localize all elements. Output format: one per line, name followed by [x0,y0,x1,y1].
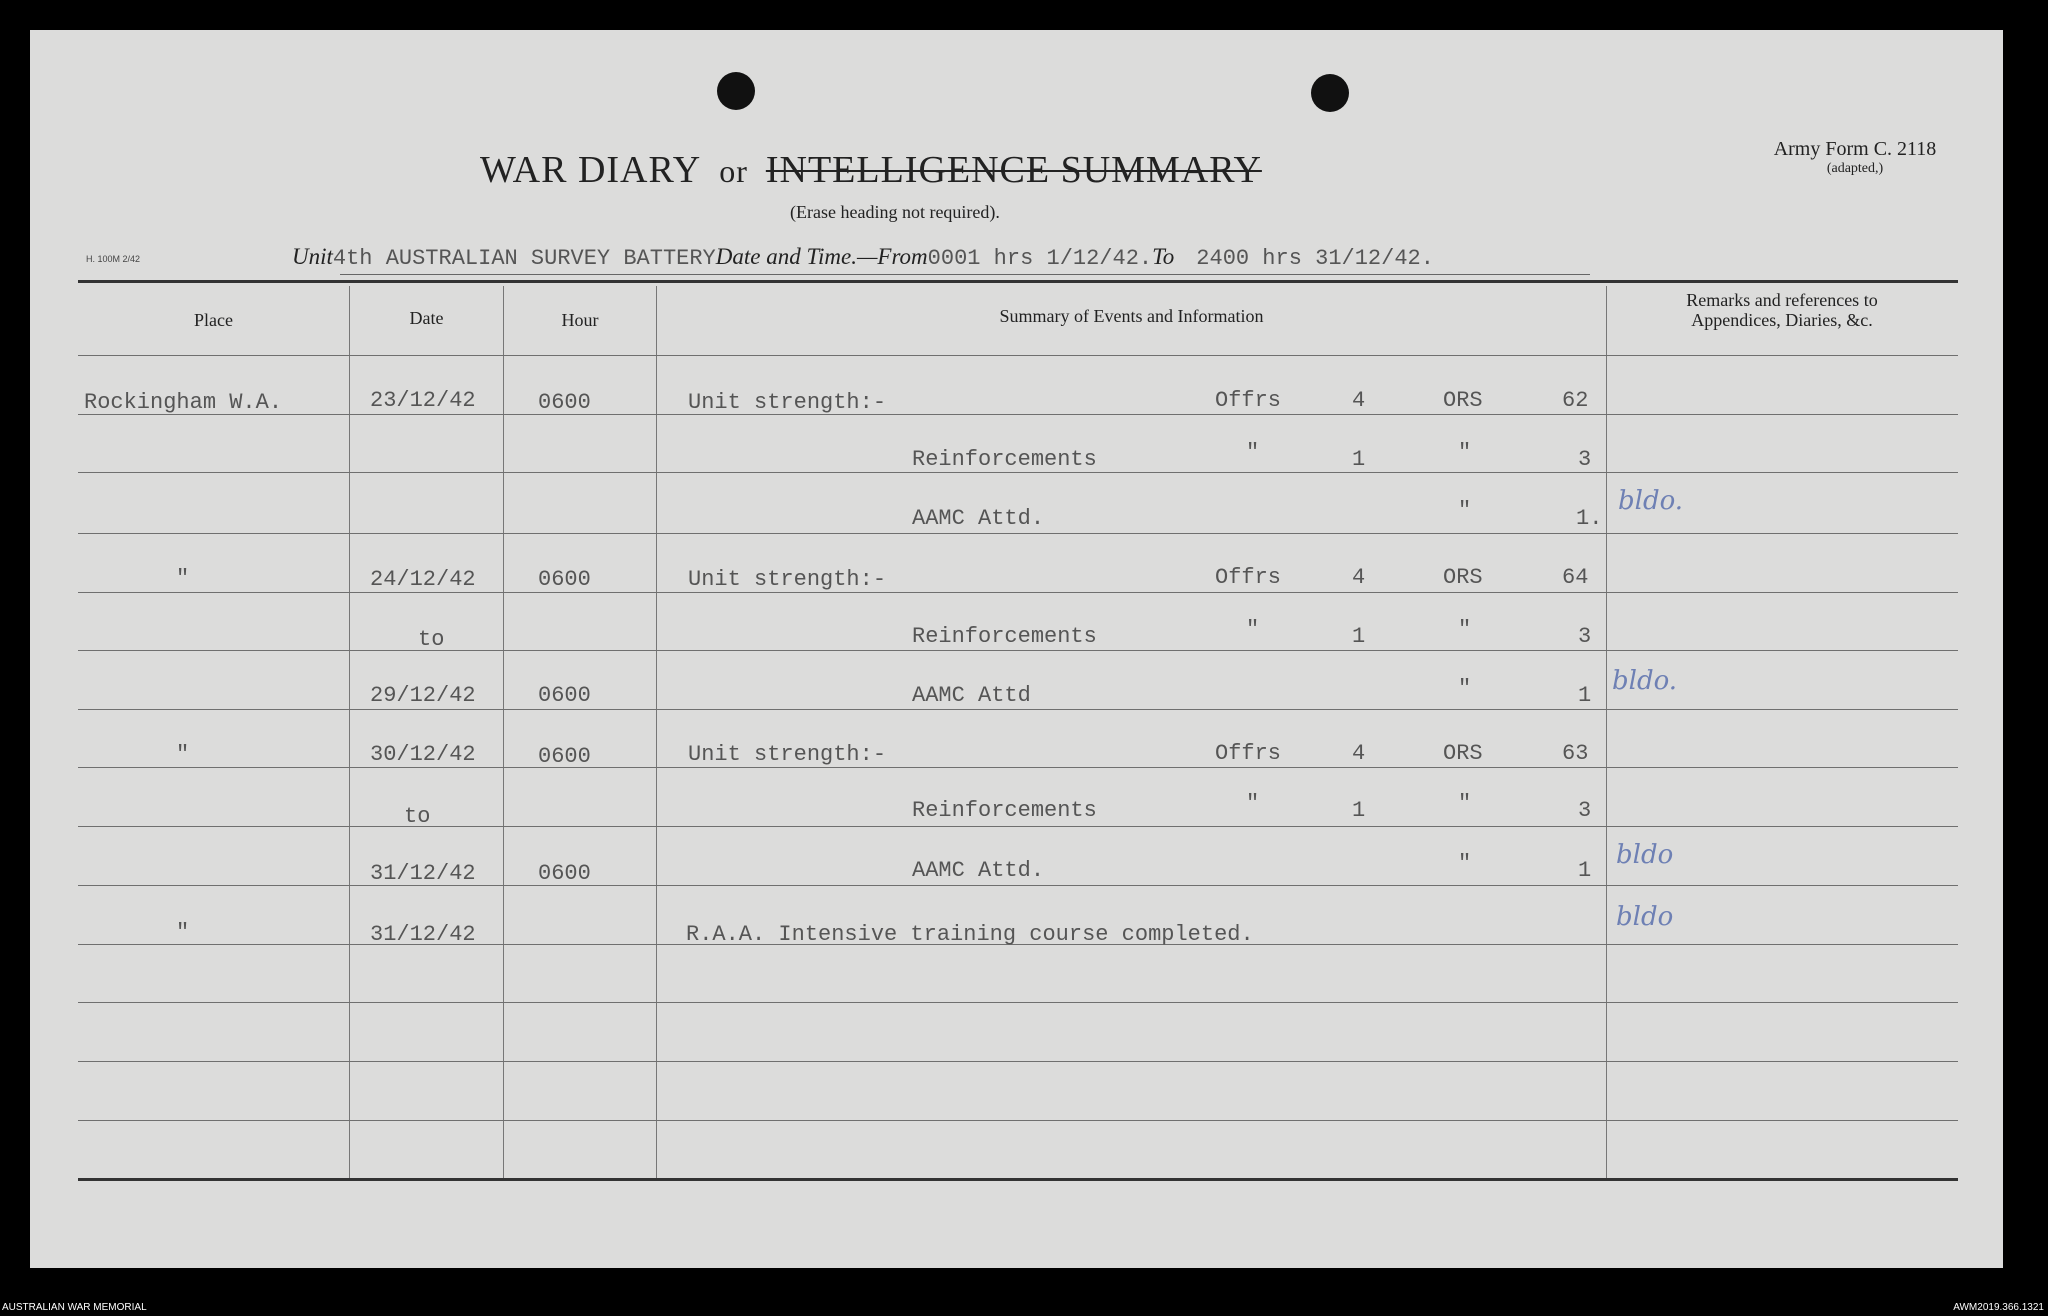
cell-hour: 0600 [538,390,591,415]
cell-officers-label: Offrs [1215,565,1282,590]
title-struck: INTELLIGENCE SUMMARY [765,149,1262,191]
cell-place: " [176,566,190,591]
cell-detail: Reinforcements [912,624,1097,649]
cell-ors-label: ORS [1443,565,1483,590]
cell-officers: 4 [1352,565,1366,590]
print-code: H. 100M 2/42 [86,254,141,264]
cell-date: 30/12/42 [370,742,476,767]
cell-officers-label: " [1246,791,1260,816]
cell-place: " [176,742,190,767]
cell-ors-label: " [1458,498,1472,523]
cell-ors-label: " [1458,791,1472,816]
column-header-remarks: Remarks and references to Appendices, Diaries, &c. [1686,290,1878,330]
cell-ors: 64 [1562,565,1589,590]
cell-detail: AAMC Attd [912,683,1031,708]
cell-detail: AAMC Attd. [912,858,1045,883]
page-title [480,148,1262,192]
cell-detail: Reinforcements [912,447,1097,472]
row-line [78,885,1958,886]
to-label: To [1152,244,1175,269]
cell-ors-label: " [1458,676,1472,701]
column-header-hour: Hour [561,310,599,330]
title-or: or [719,153,748,189]
column-divider [1606,286,1607,1178]
cell-ors: 3 [1578,798,1592,823]
cell-officers: 1 [1352,447,1366,472]
army-form-number [1765,138,1945,177]
handwritten-initials: bldo [1616,902,1674,932]
cell-officers-label: Offrs [1215,388,1282,413]
row-line [78,355,1958,356]
cell-date: 23/12/42 [370,388,476,413]
unit-line [292,244,1434,271]
from-value: 0001 hrs 1/12/42. [927,246,1153,271]
unit-value: 4th AUSTRALIAN SURVEY BATTERY [332,246,716,271]
cell-summary: Unit strength:- [688,742,887,767]
unit-label: Unit [292,244,333,269]
column-divider [503,286,504,1178]
cell-officers: 1 [1352,798,1366,823]
title-war-diary: WAR DIARY [480,149,702,191]
cell-officers-label: " [1246,617,1260,642]
cell-summary: Unit strength:- [688,390,887,415]
diary-sheet [30,30,2003,1268]
column-header-date: Date [409,308,444,328]
row-line [78,1061,1958,1062]
subtitle: (Erase heading not required). [790,202,1000,222]
archive-reference: AWM2019.366.1321 [1953,1302,2044,1313]
army-form-label: Army Form C. 2118 [1773,138,1937,160]
to-value: 2400 hrs 31/12/42. [1196,246,1434,271]
column-divider [656,286,657,1178]
cell-officers: 4 [1352,741,1366,766]
cell-date: 31/12/42 [370,861,476,886]
cell-ors: 3 [1578,624,1592,649]
column-header-place: Place [194,310,233,330]
cell-detail: Reinforcements [912,798,1097,823]
cell-summary: Unit strength:- [688,567,887,592]
row-line [78,533,1958,534]
row-line [78,592,1958,593]
cell-summary: R.A.A. Intensive training course completed. [686,922,1254,947]
cell-officers-label: Offrs [1215,741,1282,766]
cell-date: 31/12/42 [370,922,476,947]
cell-hour: 0600 [538,567,591,592]
cell-ors-label: ORS [1443,741,1483,766]
archive-caption: AUSTRALIAN WAR MEMORIAL [2,1302,147,1313]
cell-ors-label: " [1458,440,1472,465]
cell-hour: 0600 [538,744,591,769]
army-form-sub: (adapted,) [1826,161,1884,176]
unit-underline [340,274,1590,275]
row-line [78,650,1958,651]
cell-date: to [404,804,431,829]
cell-date: 29/12/42 [370,683,476,708]
column-header-summary: Summary of Events and Information [999,306,1264,326]
handwritten-initials: bldo. [1618,486,1684,516]
row-line [78,767,1958,768]
cell-date: to [418,627,445,652]
table-bottom-rule [78,1178,1958,1181]
cell-ors: 62 [1562,388,1589,413]
punch-hole [717,72,755,110]
table-top-rule [78,280,1958,283]
handwritten-initials: bldo. [1612,666,1678,696]
punch-hole [1311,74,1349,112]
row-line [78,1002,1958,1003]
cell-place: " [176,920,190,945]
cell-hour: 0600 [538,683,591,708]
cell-hour: 0600 [538,861,591,886]
cell-ors: 1 [1578,858,1592,883]
column-divider [349,286,350,1178]
cell-ors: 1 [1578,683,1592,708]
cell-officers: 1 [1352,624,1366,649]
row-line [78,826,1958,827]
cell-ors-label: " [1458,851,1472,876]
date-label: Date and Time.—From [715,244,928,269]
cell-detail: AAMC Attd. [912,506,1045,531]
handwritten-initials: bldo [1616,840,1674,870]
cell-ors-label: " [1458,617,1472,642]
row-line [78,1120,1958,1121]
cell-place: Rockingham W.A. [84,390,283,415]
cell-officers-label: " [1246,440,1260,465]
cell-officers: 4 [1352,388,1366,413]
row-line [78,414,1958,415]
cell-ors-label: ORS [1443,388,1483,413]
cell-date: 24/12/42 [370,567,476,592]
row-line [78,709,1958,710]
cell-ors: 63 [1562,741,1589,766]
cell-ors: 1. [1576,506,1603,531]
cell-ors: 3 [1578,447,1592,472]
row-line [78,472,1958,473]
